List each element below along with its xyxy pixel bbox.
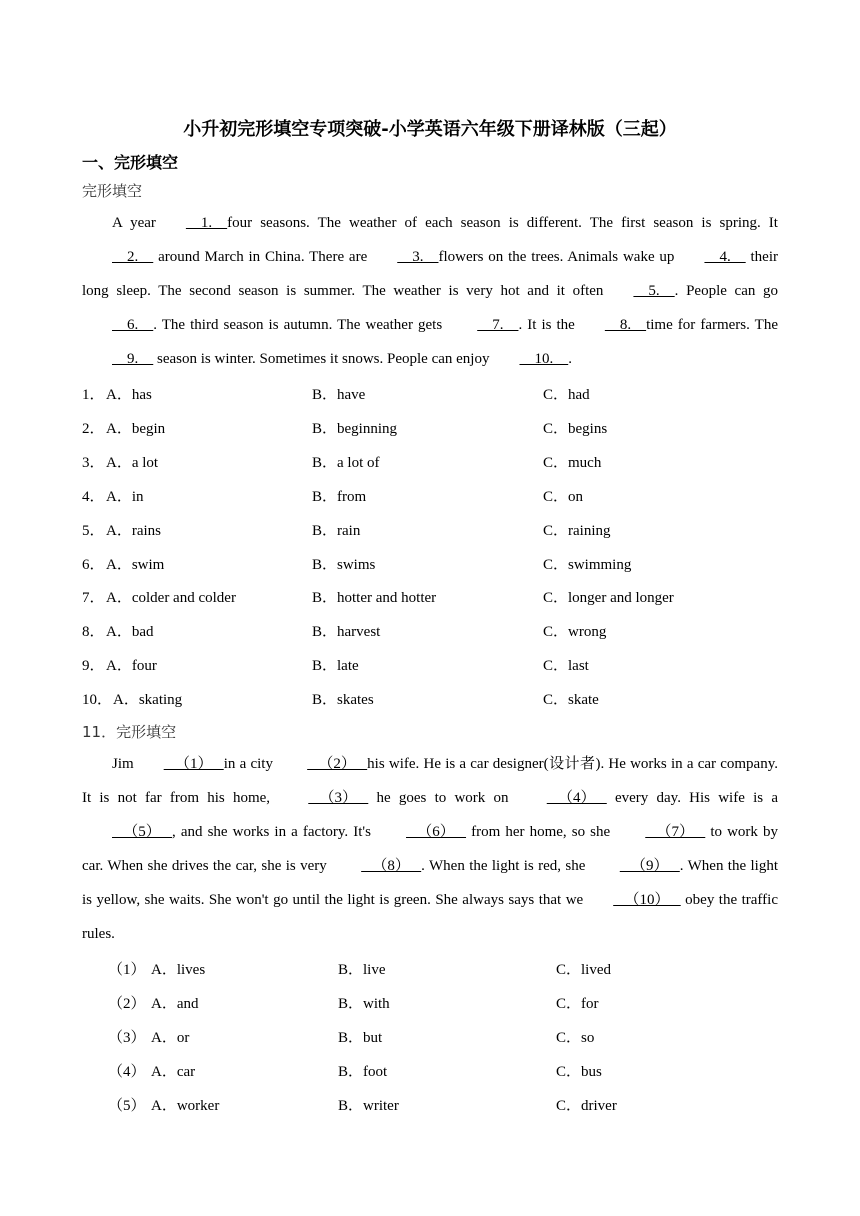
passage-text: time for farmers. The <box>646 317 778 333</box>
option-c: C．much <box>543 455 602 471</box>
question-number: （3） <box>108 1030 146 1046</box>
option-b: B．skates <box>312 692 374 708</box>
question-row <box>0 485 860 509</box>
passage-text: his wife. He is a car designer(设计者). He works in a car company. It is not far from his home, <box>82 756 778 806</box>
option-b: B．with <box>338 996 390 1012</box>
question-number: 6． <box>82 557 105 573</box>
option-a: A．worker <box>151 1098 220 1114</box>
passage-text: A year <box>112 215 156 231</box>
option-a: A．bad <box>106 624 154 640</box>
question-row <box>0 1094 860 1118</box>
passage-text: flowers on the trees. Animals wake up <box>438 249 675 265</box>
cloze-passage-1 <box>82 206 778 376</box>
option-b: B．have <box>312 387 366 403</box>
option-b: B．but <box>338 1030 383 1046</box>
question-number: 8． <box>82 624 105 640</box>
blank-5: 5. <box>633 283 675 299</box>
blank-1: 1. <box>185 215 228 231</box>
blank-4: （4） <box>546 790 607 806</box>
question-row <box>0 654 860 678</box>
question-number: 10． <box>82 692 113 708</box>
option-c: C．longer and longer <box>543 590 674 606</box>
option-c: C．skate <box>543 692 599 708</box>
question-row <box>0 1060 860 1084</box>
question-row <box>0 958 860 982</box>
blank-8: （8） <box>361 858 422 874</box>
question-number: 1． <box>82 387 105 403</box>
blank-6: （6） <box>406 824 467 840</box>
question-number: 9． <box>82 658 105 674</box>
option-b: B．from <box>312 489 367 505</box>
passage-text: . It is the <box>518 317 575 333</box>
option-b: B．harvest <box>312 624 381 640</box>
option-a: A．lives <box>151 962 206 978</box>
option-c: C．begins <box>543 421 608 437</box>
question-row <box>0 620 860 644</box>
option-c: C．raining <box>543 523 611 539</box>
blank-7: 7. <box>477 317 519 333</box>
passage-text: four seasons. The weather of each season is different. The first season is spring. It <box>227 215 778 231</box>
option-c: C．on <box>543 489 584 505</box>
blank-6: 6. <box>112 317 154 333</box>
question-row <box>0 519 860 543</box>
option-c: C．wrong <box>543 624 607 640</box>
option-b: B．late <box>312 658 359 674</box>
question-number: （1） <box>108 962 146 978</box>
passage-text: . When the light is red, she <box>421 858 590 874</box>
question-number: 3． <box>82 455 105 471</box>
option-b: B．swims <box>312 557 376 573</box>
passage-text: . The third season is autumn. The weather gets <box>153 317 448 333</box>
passage-text: . People can go <box>674 283 779 299</box>
passage-text: to work by car. When she drives the car, she is very <box>82 824 779 874</box>
blank-9: 9. <box>112 351 154 367</box>
passage-text: . When the light is yellow, she waits. She won't go until the light is green. She always says that we <box>82 858 778 908</box>
option-b: B．foot <box>338 1064 388 1080</box>
passage-text: in a city <box>223 756 278 772</box>
option-b: B．writer <box>338 1098 399 1114</box>
passage-text: every day. His wife is a <box>606 790 778 806</box>
option-c: C．for <box>556 996 599 1012</box>
option-a: A．has <box>106 387 152 403</box>
question-number: （5） <box>108 1098 146 1114</box>
option-b: B．live <box>338 962 386 978</box>
blank-3: （3） <box>308 790 369 806</box>
option-a: A．car <box>151 1064 196 1080</box>
blank-7: （7） <box>645 824 706 840</box>
option-a: A．swim <box>106 557 165 573</box>
question-row <box>0 383 860 407</box>
option-a: A．and <box>151 996 199 1012</box>
option-a: A．rains <box>106 523 161 539</box>
question-number: （4） <box>108 1064 146 1080</box>
question-row <box>0 451 860 475</box>
blank-5: （5） <box>112 824 173 840</box>
option-c: C．so <box>556 1030 595 1046</box>
blank-4: 4. <box>704 249 746 265</box>
question-row <box>0 586 860 610</box>
question-number: 7． <box>82 590 105 606</box>
option-c: C．bus <box>556 1064 602 1080</box>
option-c: C．had <box>543 387 590 403</box>
blank-1: （1） <box>163 756 224 772</box>
question-row <box>0 417 860 441</box>
question-number: （2） <box>108 996 146 1012</box>
blank-8: 8. <box>604 317 647 333</box>
question-row <box>0 688 860 712</box>
question-row <box>0 553 860 577</box>
blank-2: 2. <box>112 249 154 265</box>
option-c: C．driver <box>556 1098 617 1114</box>
blank-10: （10） <box>613 892 681 908</box>
passage-text: he goes to work on <box>368 790 517 806</box>
question-number: 5． <box>82 523 105 539</box>
question-row <box>0 992 860 1016</box>
blank-2: （2） <box>307 756 368 772</box>
passage-text: their long sleep. The second season is summer. The weather is very hot and it often <box>82 249 778 299</box>
option-b: B．a lot of <box>312 455 380 471</box>
option-a: A．begin <box>106 421 166 437</box>
option-c: C．last <box>543 658 589 674</box>
option-b: B．rain <box>312 523 361 539</box>
option-c: C．lived <box>556 962 611 978</box>
passage-text: , and she works in a factory. It's <box>172 824 377 840</box>
cloze-passage-2 <box>82 747 778 951</box>
option-b: B．beginning <box>312 421 397 437</box>
section2-sublabel: 11．完形填空 <box>82 723 177 741</box>
blank-10: 10. <box>519 351 569 367</box>
option-a: A．skating <box>113 692 183 708</box>
passage-text: . <box>568 351 572 367</box>
page-title: 小升初完形填空专项突破-小学英语六年级下册译林版（三起） <box>183 119 677 140</box>
passage-text: Jim <box>112 756 134 772</box>
option-a: A．in <box>106 489 144 505</box>
passage-text: obey the traffic rules. <box>82 892 778 942</box>
section-heading: 一、完形填空 <box>82 153 179 172</box>
option-b: B．hotter and hotter <box>312 590 437 606</box>
passage-text: season is winter. Sometimes it snows. People can enjoy <box>153 351 490 367</box>
section1-sublabel: 完形填空 <box>82 182 143 200</box>
question-number: 4． <box>82 489 105 505</box>
question-row <box>0 1026 860 1050</box>
option-c: C．swimming <box>543 557 632 573</box>
option-a: A．colder and colder <box>106 590 236 606</box>
option-a: A．four <box>106 658 157 674</box>
option-a: A．a lot <box>106 455 159 471</box>
passage-text: from her home, so she <box>466 824 616 840</box>
question-number: 2． <box>82 421 105 437</box>
blank-3: 3. <box>397 249 439 265</box>
blank-9: （9） <box>619 858 680 874</box>
passage-text: around March in China. There are <box>153 249 368 265</box>
option-a: A．or <box>151 1030 190 1046</box>
